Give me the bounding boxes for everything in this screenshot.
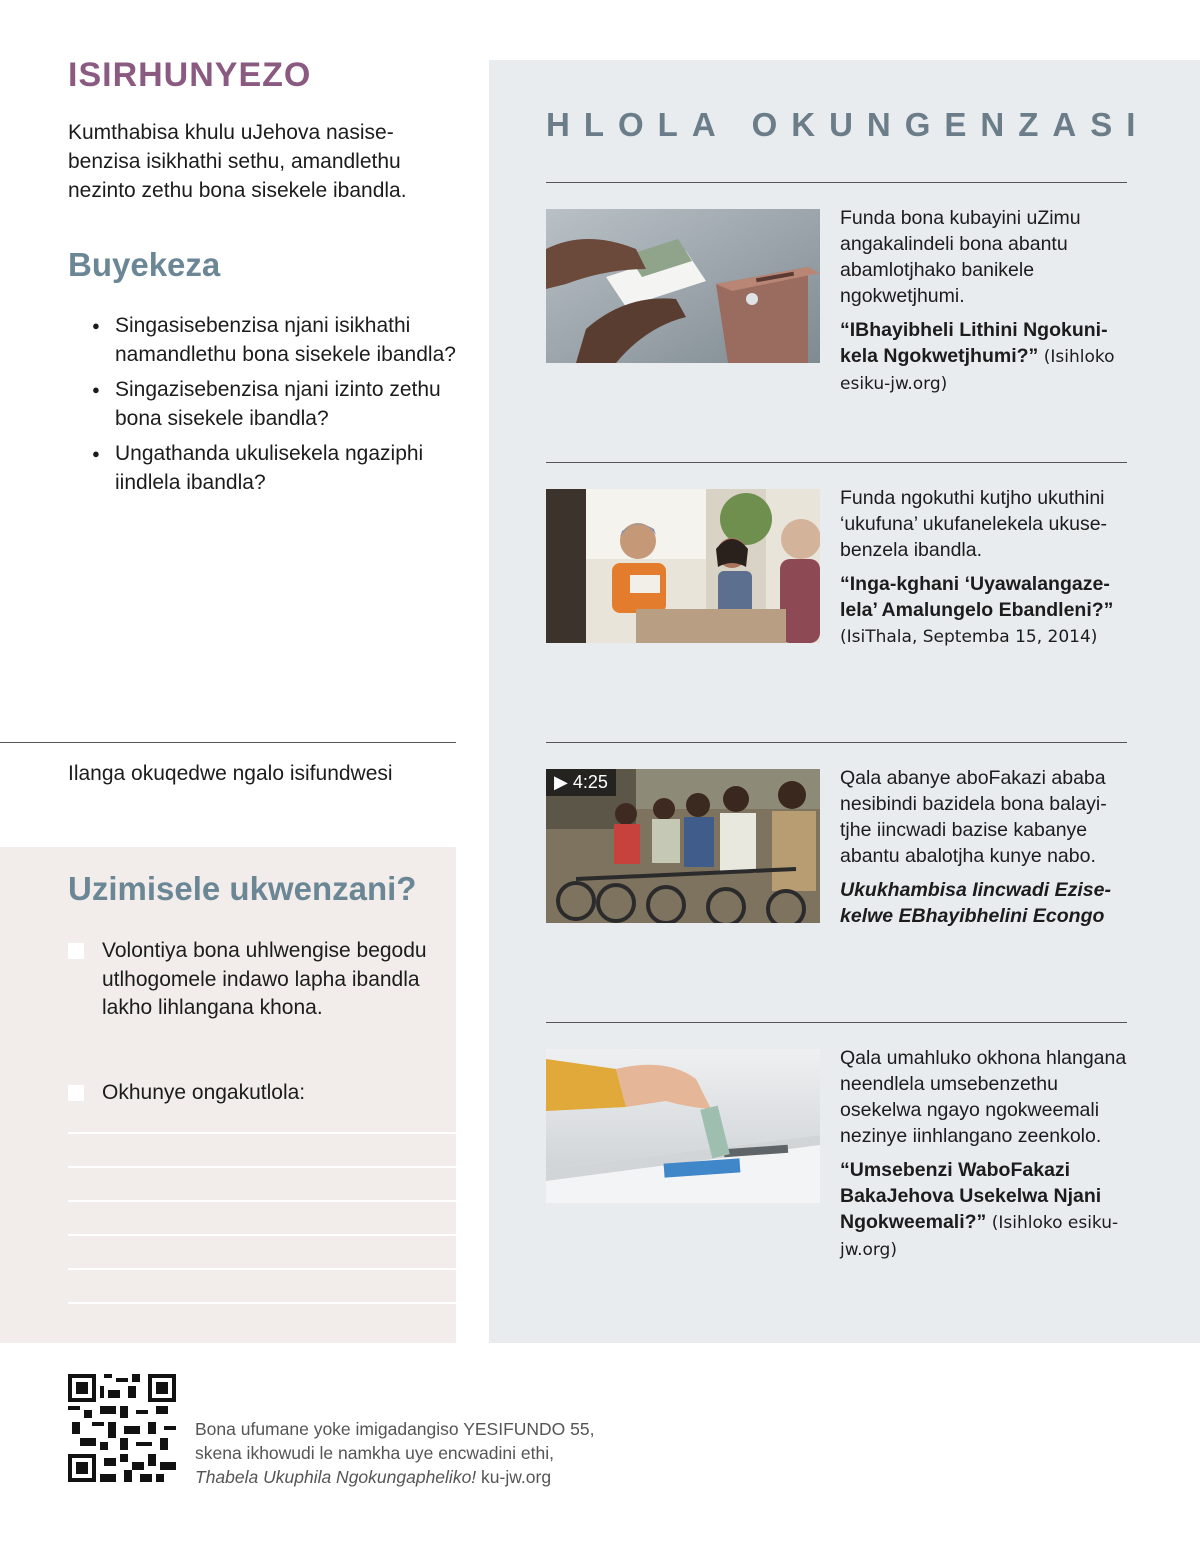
thumbnail-congregation-meeting[interactable] [546,489,820,643]
write-line[interactable] [68,1234,456,1236]
divider [546,182,1127,183]
checkbox[interactable] [68,943,84,959]
divider [546,1022,1127,1023]
divider [546,462,1127,463]
write-line[interactable] [68,1200,456,1202]
date-completed-label: Ilanga okuqedwe ngalo isifundwesi [68,762,393,785]
item-reference[interactable] [840,877,1130,929]
item-description: Funda ngokuthi kutjho ukuthini ‘ukufuna’ ukufanelekela ukusebenzela ibandla. [840,487,1108,561]
goal-option-other[interactable] [68,1079,428,1108]
write-line[interactable] [68,1268,456,1270]
item-reference[interactable] [840,317,1130,397]
footer-text [195,1417,655,1489]
review-title: Buyekeza [68,246,221,283]
goal-option-label: Volontiya bona uhlwengise begodu utlhogomele indawo lapha ibandla lakho lihlangana khona. [102,939,427,1019]
thumbnail-money-donation[interactable] [546,209,820,363]
item-description: Funda bona kubayini uZimu angakalindeli bona abantu abamlotjhako banikele ngokwetjhumi. [840,207,1081,307]
goal-option-label: Okhunye ongakutlola: [102,1081,306,1104]
summary-title: ISIRHUNYEZO [68,56,312,94]
item-description: Qala umahluko okhona hlangana neendlela umsebenzethu osekelwa ngayo ngokweemali nezinye iinhlangano zeenkolo. [840,1047,1127,1147]
write-line[interactable] [68,1166,456,1168]
review-question: ● Singasisebenzisa njani isikhathi namandlethu bona sisekele ibandla? [92,312,462,369]
reference-note: (Isihloko esiku-jw.org) [840,1213,1119,1260]
qr-code-icon[interactable] [68,1374,176,1482]
checkbox[interactable] [68,1085,84,1101]
reference-title[interactable]: “IBhayibheli Lithini Ngokunikela Ngokwetjhumi?” [840,319,1108,367]
reference-title[interactable]: Ukukhambisa Iincwadi Ezisekelwe EBhayibhelini Econgo [840,879,1111,927]
footer-book-title: Thabela Ukuphila Ngokungapheliko! [195,1467,477,1487]
thumbnail-men-with-bicycles[interactable] [546,769,820,923]
explore-title: HLOLA OKUNGENZASI [546,106,1150,143]
item-reference[interactable] [840,1157,1130,1263]
write-line[interactable] [68,1302,456,1304]
reference-title[interactable]: “Umsebenzi WaboFakazi BakaJehova Usekelwa Njani Ngokweemali?” [840,1159,1102,1233]
review-question: ● Ungathanda ukulisekela ngaziphi iindlela ibandla? [92,440,462,497]
footer-line: Bona ufumane yoke imigadangiso YESIFUNDO 55, [195,1419,595,1439]
footer-site[interactable]: ku-jw.org [481,1467,552,1487]
goal-title: Uzimisele ukwenzani? [68,870,417,907]
thumbnail-hand-dropping-money[interactable] [546,1049,820,1203]
footer-line: skena ikhowudi le namkha uye encwadini ethi, [195,1443,554,1463]
divider [0,742,456,743]
review-questions [92,312,462,504]
item-reference[interactable] [840,571,1130,650]
reference-note: (IsiThala, Septemba 15, 2014) [840,627,1098,647]
summary-text: Kumthabisa khulu uJehova nasisebenzisa isikhathi sethu, amandlethu nezinto zethu bona sisekele ibandla. [68,121,407,202]
goal-option-volunteer[interactable] [68,937,428,1023]
reference-title[interactable]: “Inga-kghani ‘Uyawalangazelela’ Amalungelo Ebandleni?” [840,573,1114,621]
divider [546,742,1127,743]
review-question: ● Singazisebenzisa njani izinto zethu bona sisekele ibandla? [92,376,462,433]
item-description: Qala abanye aboFakazi ababa nesibindi bazidela bona balayitjhe iincwadi bazise kabanye abantu abalotjha kunye nabo. [840,767,1107,867]
video-duration-badge: ▶ 4:25 [546,769,616,796]
reference-note: (Isihloko esiku-jw.org) [840,347,1115,394]
write-line[interactable] [68,1132,456,1134]
